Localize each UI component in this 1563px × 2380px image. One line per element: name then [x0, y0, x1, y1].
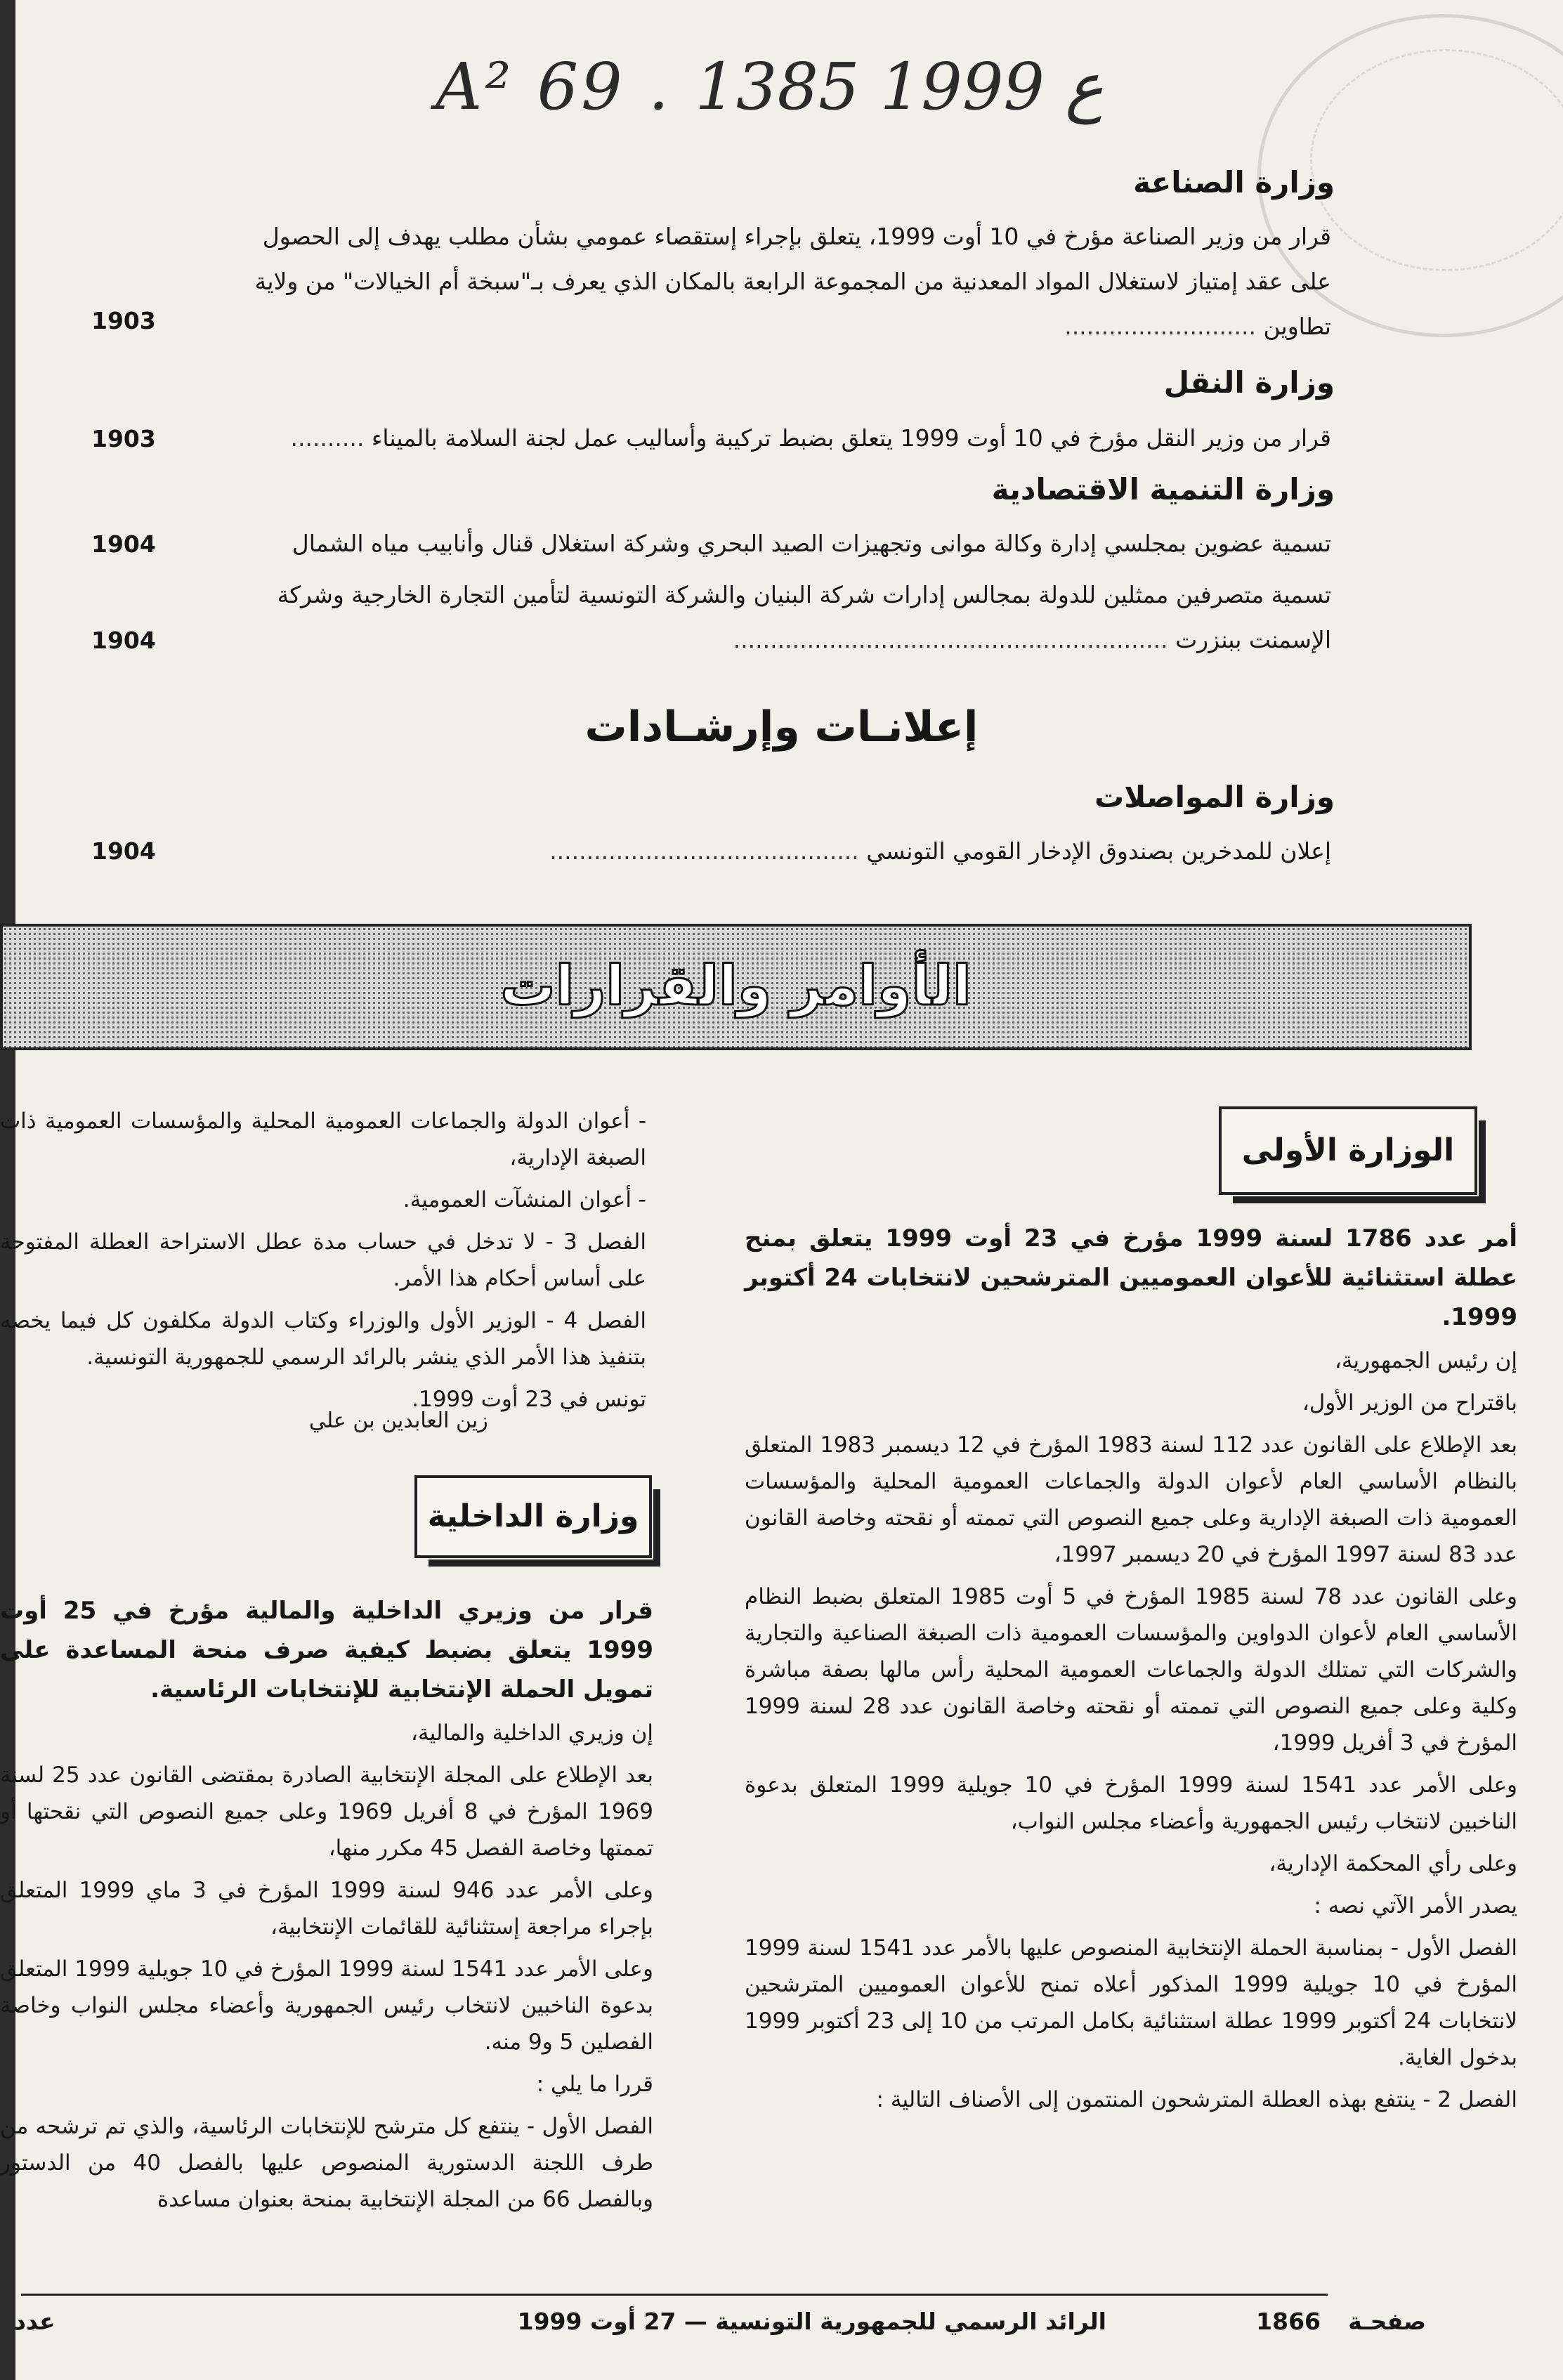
toc-page-number: 1904 [91, 627, 156, 654]
announcements-title: إعلانـات وإرشـادات [584, 702, 979, 752]
decision-paragraph: وعلى الأمر عدد 1541 لسنة 1999 المؤرخ في 10 جويلية 1999 المتعلق بدعوة الناخبين لانتخاب رئيس الجمهورية وأعضاء مجلس النواب وخاصة الفصلين 5 و9 منه. [0, 1956, 653, 2055]
toc-entry-text: تسمية متصرفين ممثلين للدولة بمجالس إدارات شركة البنيان والشركة التونسية لتأمين التجارة الخارجية وشركة الإسمنت ببنزرت [277, 581, 1331, 653]
signature: زين العابدين بن علي [309, 1408, 488, 1433]
decree-title: أمر عدد 1786 لسنة 1999 مؤرخ في 23 أوت 1999 يتعلق بمنح عطلة استثنائية للأعوان العموميين المترشحين لانتخابات 24 أكتوبر 1999. [745, 1224, 1517, 1331]
footer-page-number: 1866 [1256, 2308, 1321, 2335]
toc-page-number: 1903 [91, 307, 156, 334]
left-column-bottom [0, 1591, 653, 2223]
section-band-title: الأوامر والقرارات [500, 955, 972, 1018]
toc-ministry-industry: وزارة الصناعة [1133, 165, 1335, 200]
toc-page-number: 1903 [91, 425, 156, 452]
toc-entry [235, 829, 1331, 874]
decree-paragraph: الفصل 3 - لا تدخل في حساب مدة عطل الاستراحة العطلة المفتوحة على أساس أحكام هذا الأمر. [0, 1229, 646, 1291]
toc-leader: .......................... [1064, 313, 1256, 340]
decree-paragraph: تونس في 23 أوت 1999. [412, 1387, 646, 1412]
toc-entry [221, 214, 1331, 349]
toc-entry-text: قرار من وزير الصناعة مؤرخ في 10 أوت 1999، يتعلق بإجراء إستقصاء عمومي بشأن مطلب يهدف إلى الحصول على عقد إمتياز لاستغلال المواد المعدنية من المجموعة الرابعة بالمكان الذي يعرف بـ"سبخة أم الخيالات" من ولاية تطاوين [254, 223, 1331, 340]
handwritten-reference: A² 69 . ع 1999 1385 [436, 49, 1104, 124]
right-column [745, 1219, 1517, 2124]
footer-journal-title: الرائد الرسمي للجمهورية التونسية — 27 أوت 1999 [517, 2308, 1106, 2335]
ministry-box-interior: وزارة الداخلية [414, 1475, 652, 1558]
decree-paragraph: الفصل الأول - بمناسبة الحملة الإنتخابية المنصوص عليها بالأمر عدد 1541 لسنة 1999 المؤرخ في 10 جويلية 1999 المذكور أعلاه تمنح للأعوان العموميين المترشحين لانتخابات 24 أكتوبر 1999 عطلة استثنائية بكامل المرتب من 10 إلى 23 أكتوبر 1999 بدخول الغاية. [745, 1935, 1518, 2070]
decree-paragraph: وعلى رأي المحكمة الإدارية، [1269, 1851, 1517, 1876]
decision-paragraph: إن وزيري الداخلية والمالية، [410, 1720, 653, 1746]
toc-leader: .......... [290, 424, 365, 452]
decree-paragraph: - أعوان المنشآت العمومية. [403, 1187, 646, 1212]
decision-title: قرار من وزيري الداخلية والمالية مؤرخ في 25 أوت 1999 يتعلق بضبط كيفية صرف منحة المساعدة على تمويل الحملة الإنتخابية للإنتخابات الرئاسية. [0, 1597, 653, 1704]
decree-paragraph: باقتراح من الوزير الأول، [1302, 1390, 1517, 1415]
footer-page-label: صفحـة [1348, 2308, 1426, 2335]
ministry-box-prime: الوزارة الأولى [1219, 1106, 1477, 1195]
decision-paragraph: الفصل الأول - ينتفع كل مترشح للإنتخابات الرئاسية، والذي تم ترشحه من طرف اللجنة الدستورية المنصوص عليها بالفصل 40 من الدستور وبالفصل 66 من المجلة الإنتخابية بمنحة بعنوان مساعدة [0, 2114, 653, 2212]
decree-paragraph: وعلى الأمر عدد 1541 لسنة 1999 المؤرخ في 10 جويلية 1999 المتعلق بدعوة الناخبين لانتخاب رئيس الجمهورية وأعضاء مجلس النواب، [745, 1772, 1517, 1834]
toc-ministry-transport: وزارة النقل [1163, 365, 1335, 400]
section-band [0, 924, 1472, 1050]
decree-paragraph: الفصل 4 - الوزير الأول والوزراء وكتاب الدولة مكلفون كل فيما يخصه بتنفيذ هذا الأمر الذي ينشر بالرائد الرسمي للجمهورية التونسية. [0, 1308, 646, 1370]
toc-entry [235, 521, 1331, 566]
toc-ministry-economic-development: وزارة التنمية الاقتصادية [991, 472, 1335, 506]
footer-rule [21, 2294, 1328, 2296]
toc-entry-text: تسمية عضوين بمجلسي إدارة وكالة موانى وتجهيزات الصيد البحري وشركة استغلال قنال وأنابيب مياه الشمال [292, 530, 1331, 557]
toc-leader: ........................................................... [733, 626, 1168, 653]
toc-entry-text: إعلان للمدخرين بصندوق الإدخار القومي التونسي [866, 837, 1331, 865]
decision-paragraph: بعد الإطلاع على المجلة الإنتخابية الصادرة بمقتضى القانون عدد 25 لسنة 1969 المؤرخ في 8 أفريل 1969 وعلى جميع النصوص التي نقحتها أو تممتها وخاصة الفصل 45 مكرر منها، [0, 1763, 653, 1861]
decision-paragraph: وعلى الأمر عدد 946 لسنة 1999 المؤرخ في 3 ماي 1999 المتعلق بإجراء مراجعة إستثنائية للقائمات الإنتخابية، [0, 1878, 653, 1940]
decree-paragraph: إن رئيس الجمهورية، [1334, 1348, 1517, 1373]
toc-entry [235, 416, 1331, 461]
decree-paragraph: الفصل 2 - ينتفع بهذه العطلة المترشحون المنتمون إلى الأصناف التالية : [876, 2087, 1517, 2112]
toc-page-number: 1904 [91, 530, 156, 558]
left-column-top [0, 1103, 646, 1423]
decree-paragraph: - أعوان الدولة والجماعات العمومية المحلية والمؤسسات العمومية ذات الصبغة الإدارية، [0, 1109, 646, 1170]
toc-ministry-communications: وزارة المواصلات [1094, 780, 1335, 814]
toc-leader: .......................................... [549, 837, 859, 865]
decree-paragraph: يصدر الأمر الآتي نصه : [1314, 1893, 1517, 1918]
toc-entry-text: قرار من وزير النقل مؤرخ في 10 أوت 1999 يتعلق بضبط تركيبة وأساليب عمل لجنة السلامة بالميناء [371, 424, 1331, 452]
decision-paragraph: قررا ما يلي : [536, 2072, 653, 2097]
toc-entry [235, 573, 1331, 662]
decree-paragraph: بعد الإطلاع على القانون عدد 112 لسنة 1983 المؤرخ في 12 ديسمبر 1983 المتعلق بالنظام الأساسي العام لأعوان الدولة والجماعات العمومية المحلية والمؤسسات العمومية ذات الصبغة الإدارية وعلى جميع النصوص التي تممته أو نقحته وخاصة القانون عدد 83 لسنة 1997 المؤرخ في 20 ديسمبر 1997، [745, 1432, 1517, 1567]
decree-paragraph: وعلى القانون عدد 78 لسنة 1985 المؤرخ في 5 أوت 1985 المتعلق بضبط النظام الأساسي العام لأعوان الدواوين والمؤسسات العمومية ذات الصبغة الصناعية والتجارية والشركات التي تمتلك الدولة والجماعات العمومية المحلية رأس مالها بصفة مباشرة وكلية وعلى جميع النصوص التي تممته أو نقحته وخاصة القانون عدد 28 لسنة 1999 المؤرخ في 3 أفريل 1999، [745, 1584, 1517, 1755]
toc-page-number: 1904 [91, 837, 156, 865]
footer-cut-word: عدد [14, 2308, 55, 2335]
